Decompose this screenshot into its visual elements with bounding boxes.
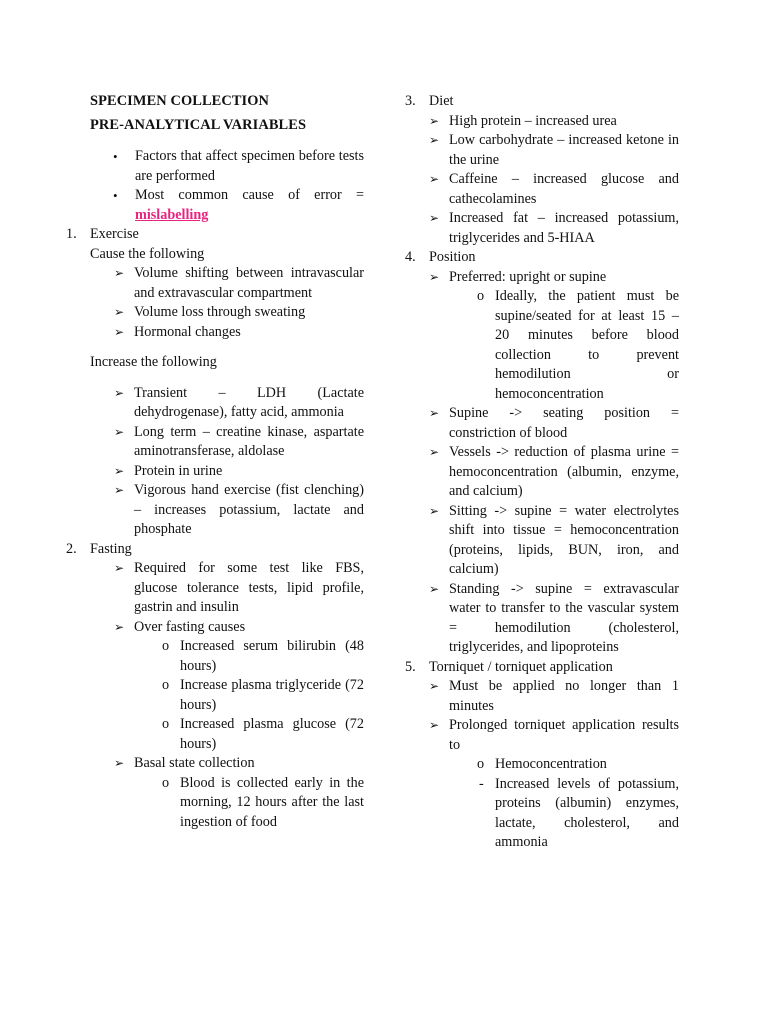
arrow-marker: ➢ bbox=[429, 503, 440, 518]
list-item-text: Over fasting causes bbox=[134, 618, 246, 635]
sub-item-text: Blood is collected early in the morning, 12 hours after the last ingestion of food bbox=[180, 774, 364, 830]
circle-marker: o bbox=[477, 756, 485, 772]
numbered-item-position bbox=[405, 248, 679, 268]
list-item-text: Required for some test like FBS, glucose tolerance tests, lipid profile, gastrin and insulin bbox=[134, 560, 364, 615]
sub-list-item bbox=[90, 715, 364, 754]
bullet-marker: • bbox=[113, 149, 118, 164]
list-item bbox=[405, 209, 679, 248]
list-item bbox=[90, 303, 364, 323]
sub-list-item bbox=[90, 676, 364, 715]
arrow-marker: ➢ bbox=[429, 445, 440, 459]
list-item bbox=[405, 268, 679, 288]
list-item-text: Long term – creatine kinase, aspartate aminotransferase, aldolase bbox=[134, 423, 364, 459]
list-item-text: Volume loss through sweating bbox=[134, 304, 306, 320]
list-item bbox=[405, 502, 679, 580]
increase-label: Increase the following bbox=[90, 354, 217, 370]
bullet-marker: • bbox=[113, 188, 118, 203]
arrow-marker: ➢ bbox=[114, 305, 125, 319]
item-title: Torniquet / torniquet application bbox=[429, 658, 613, 675]
list-item bbox=[90, 264, 364, 303]
list-item-text: Increased fat – increased potassium, triglycerides and 5-HIAA bbox=[449, 210, 679, 246]
list-item bbox=[405, 716, 679, 755]
intro-text: Most common cause of error = bbox=[135, 187, 364, 203]
sub-item-text: Hemoconcentration bbox=[495, 756, 607, 772]
circle-marker: o bbox=[162, 774, 170, 791]
list-item-text: Hormonal changes bbox=[134, 323, 241, 340]
dash-item-text: Increased levels of potassium, proteins (albumin) enzymes, lactate, cholesterol, and ammonia bbox=[495, 775, 679, 850]
arrow-marker: ➢ bbox=[114, 561, 125, 575]
list-item bbox=[90, 384, 364, 423]
arrow-marker: ➢ bbox=[429, 211, 440, 225]
sub-item-text: Ideally, the patient must be supine/seated for at least 15 – 20 minutes before blood collection to prevent hemodilution or hemoconcentration bbox=[495, 288, 679, 402]
list-item-text: Must be applied no longer than 1 minutes bbox=[449, 678, 679, 714]
item-number: 3. bbox=[405, 93, 416, 109]
list-item-text: Preferred: upright or supine bbox=[449, 268, 607, 285]
list-item bbox=[405, 580, 679, 658]
item-number: 2. bbox=[66, 540, 77, 557]
list-item bbox=[405, 677, 679, 716]
item-title: Diet bbox=[429, 93, 454, 109]
dash-list-item bbox=[405, 775, 679, 853]
highlighted-term: mislabelling bbox=[135, 206, 209, 223]
sub-item-text: Increased plasma glucose (72 hours) bbox=[180, 716, 364, 752]
numbered-item-diet bbox=[405, 92, 679, 112]
numbered-item-exercise bbox=[66, 225, 364, 245]
item-number: 5. bbox=[405, 658, 416, 675]
list-item bbox=[405, 112, 679, 132]
list-item bbox=[405, 443, 679, 502]
circle-marker: o bbox=[162, 638, 170, 654]
numbered-item-fasting bbox=[66, 540, 364, 560]
sub-list-item bbox=[90, 774, 364, 833]
arrow-marker: ➢ bbox=[429, 113, 440, 128]
list-item-text: Volume shifting between intravascular and extravascular compartment bbox=[134, 265, 364, 301]
arrow-marker: ➢ bbox=[114, 463, 125, 478]
list-item-text: Standing -> supine = extravascular water to transfer to the vascular system = hemodilution (cholesterol, triglycerides, and lipoproteins bbox=[449, 580, 679, 655]
arrow-marker: ➢ bbox=[429, 269, 440, 284]
list-item-text: High protein – increased urea bbox=[449, 112, 617, 129]
list-item bbox=[90, 462, 364, 482]
right-column bbox=[405, 92, 679, 853]
arrow-marker: ➢ bbox=[114, 424, 125, 439]
list-item-text: Vessels -> reduction of plasma urine = hemoconcentration (albumin, enzyme, and calcium) bbox=[449, 444, 679, 499]
arrow-marker: ➢ bbox=[429, 718, 440, 732]
list-item bbox=[90, 559, 364, 618]
intro-bullet bbox=[90, 147, 364, 186]
list-item-text: Prolonged torniquet application results to bbox=[449, 717, 679, 753]
list-item bbox=[405, 404, 679, 443]
arrow-marker: ➢ bbox=[114, 756, 125, 770]
intro-bullet bbox=[90, 186, 364, 225]
list-item-text: Transient – LDH (Lactate dehydrogenase), fatty acid, ammonia bbox=[134, 384, 364, 420]
dash-marker: - bbox=[479, 775, 484, 792]
item-title: Fasting bbox=[90, 540, 132, 557]
list-item-text: Supine -> seating position = constriction of blood bbox=[449, 405, 679, 441]
list-item-text: Low carbohydrate – increased ketone in the urine bbox=[449, 132, 679, 168]
list-item-text: Protein in urine bbox=[134, 462, 223, 479]
item-number: 4. bbox=[405, 249, 416, 265]
document-title: SPECIMEN COLLECTION bbox=[90, 93, 270, 109]
arrow-marker: ➢ bbox=[429, 679, 440, 693]
sub-list-item bbox=[405, 755, 679, 775]
arrow-marker: ➢ bbox=[114, 324, 125, 339]
left-column bbox=[66, 92, 364, 832]
list-item bbox=[405, 131, 679, 170]
sub-item-text: Increased serum bilirubin (48 hours) bbox=[180, 638, 364, 674]
arrow-marker: ➢ bbox=[429, 581, 440, 596]
list-item bbox=[90, 618, 364, 638]
list-item bbox=[90, 481, 364, 540]
arrow-marker: ➢ bbox=[114, 385, 125, 400]
arrow-marker: ➢ bbox=[429, 172, 440, 186]
list-item bbox=[405, 170, 679, 209]
item-number: 1. bbox=[66, 226, 77, 242]
arrow-marker: ➢ bbox=[429, 406, 440, 420]
section-subtitle: PRE-ANALYTICAL VARIABLES bbox=[90, 116, 307, 133]
list-item bbox=[90, 323, 364, 343]
list-item-text: Sitting -> supine = water electrolytes shift into tissue = hemoconcentration (proteins, lipids, BUN, iron, and calcium) bbox=[449, 502, 679, 577]
list-item-text: Caffeine – increased glucose and cathecolamines bbox=[449, 171, 679, 207]
numbered-item-torniquet bbox=[405, 658, 679, 678]
list-item-text: Basal state collection bbox=[134, 755, 255, 771]
sub-list-item bbox=[90, 637, 364, 676]
arrow-marker: ➢ bbox=[114, 619, 125, 634]
sub-list-item bbox=[405, 287, 679, 404]
circle-marker: o bbox=[477, 288, 485, 304]
list-item bbox=[90, 754, 364, 774]
item-title: Exercise bbox=[90, 226, 139, 242]
list-item bbox=[90, 423, 364, 462]
circle-marker: o bbox=[162, 716, 170, 732]
arrow-marker: ➢ bbox=[114, 266, 125, 280]
circle-marker: o bbox=[162, 677, 170, 693]
cause-label: Cause the following bbox=[90, 245, 205, 262]
sub-item-text: Increase plasma triglyceride (72 hours) bbox=[180, 677, 364, 713]
arrow-marker: ➢ bbox=[429, 133, 440, 147]
item-title: Position bbox=[429, 249, 476, 265]
list-item-text: Vigorous hand exercise (fist clenching) – increases potassium, lactate and phosphate bbox=[134, 482, 364, 537]
arrow-marker: ➢ bbox=[114, 483, 125, 497]
intro-text: Factors that affect specimen before tests are performed bbox=[135, 148, 364, 184]
